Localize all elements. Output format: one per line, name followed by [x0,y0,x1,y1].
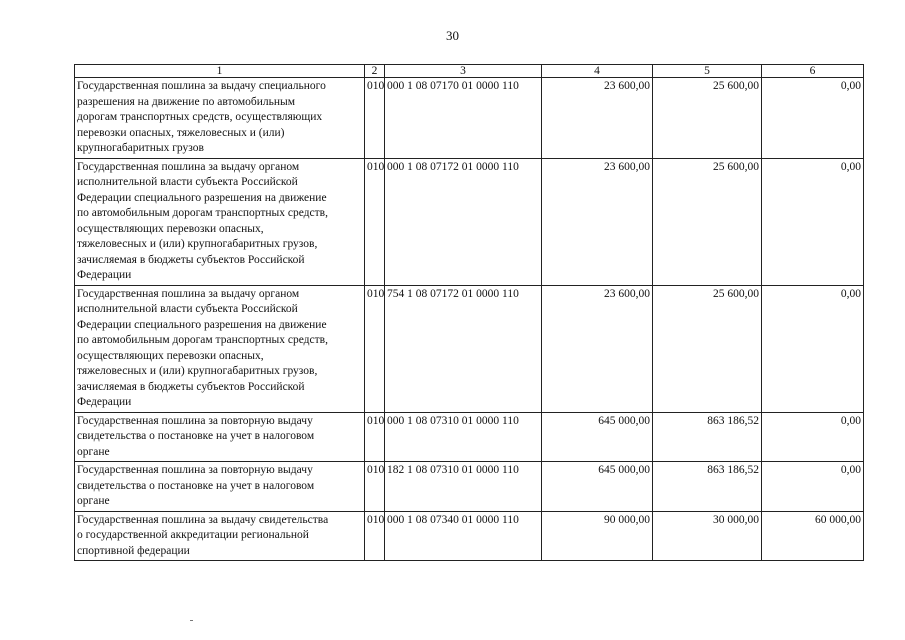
col6-value: 60 000,00 [762,511,864,561]
name-line: Государственная пошлина за выдачу органом [77,287,300,300]
name-line: крупногабаритных грузов [77,142,204,154]
name-line: Государственная пошлина за повторную выдачу [77,464,313,476]
col6-value: 0,00 [762,412,864,462]
admin-code-cell: 010 [365,285,385,412]
col5-value: 863 186,52 [653,412,762,462]
budget-code-cell: 754 1 08 07172 01 0000 110 [385,285,542,412]
name-line: свидетельства о постановке на учет в налоговом [77,479,315,492]
table-header-row [75,65,864,78]
col5-value: 25 600,00 [653,158,762,285]
budget-code-cell: 000 1 08 07310 01 0000 110 [385,412,542,462]
admin-code-cell: 010 [365,412,385,462]
budget-code-cell: 000 1 08 07170 01 0000 110 [385,78,542,159]
name-line: исполнительной власти субъекта Российской [77,303,298,315]
name-line: зачисляемая в бюджеты субъектов Российской [77,253,305,266]
col4-value: 645 000,00 [542,462,653,512]
admin-code-cell: 010 [365,78,385,159]
col4-value: 23 600,00 [542,285,653,412]
name-line: тяжеловесных и (или) крупногабаритных грузов, [77,238,318,250]
name-line: Государственная пошлина за выдачу свидетельства [77,513,329,526]
name-line: спортивной федерации [77,544,190,557]
name-line: Государственная пошлина за выдачу специального [77,80,326,92]
page-number: 30 [446,28,459,43]
budget-code-cell: 000 1 08 07340 01 0000 110 [385,511,542,561]
col5-value: 863 186,52 [653,462,762,512]
name-line: Государственная пошлина за выдачу органом [77,160,300,173]
name-line: органе [77,495,110,507]
name-line: по автомобильным дорогам транспортных средств, [77,207,328,219]
admin-code-cell: 010 [365,158,385,285]
revenue-name-cell [75,412,365,462]
revenue-name-cell [75,78,365,159]
table-row [75,412,864,462]
budget-table [74,64,864,561]
column-header: 2 [365,65,385,78]
table-row [75,158,864,285]
revenue-name-cell [75,158,365,285]
name-line: исполнительной власти субъекта Российской [77,176,298,188]
name-line: разрешения на движение по автомобильным [77,95,296,108]
name-line: тяжеловесных и (или) крупногабаритных грузов, [77,365,318,377]
name-line: органе [77,445,110,458]
table-row [75,462,864,512]
col5-value: 25 600,00 [653,285,762,412]
col5-value: 25 600,00 [653,78,762,159]
table-row [75,78,864,159]
budget-code-cell: 182 1 08 07310 01 0000 110 [385,462,542,512]
name-line: Федерации [77,269,132,281]
name-line: Федерации [77,396,132,408]
revenue-name-cell [75,511,365,561]
name-line: зачисляемая в бюджеты субъектов Российской [77,380,305,393]
name-line: осуществляющих перевозки опасных, [77,222,264,235]
col4-value: 645 000,00 [542,412,653,462]
budget-code-cell: 000 1 08 07172 01 0000 110 [385,158,542,285]
admin-code-cell: 010 [365,462,385,512]
table-row [75,285,864,412]
name-line: перевозки опасных, тяжеловесных и (или) [77,126,285,139]
col4-value: 23 600,00 [542,78,653,159]
col4-value: 90 000,00 [542,511,653,561]
name-line: осуществляющих перевозки опасных, [77,349,264,362]
name-line: дорогам транспортных средств, осуществляющих [77,111,323,123]
name-line: Государственная пошлина за повторную выдачу [77,414,313,427]
column-header: 4 [542,65,653,78]
column-header: 1 [75,65,365,78]
col6-value: 0,00 [762,158,864,285]
admin-code-cell: 010 [365,511,385,561]
name-line: по автомобильным дорогам транспортных средств, [77,334,328,346]
revenue-name-cell [75,462,365,512]
col6-value: 0,00 [762,462,864,512]
name-line: свидетельства о постановке на учет в налоговом [77,430,315,442]
column-header: 5 [653,65,762,78]
name-line: Федерации специального разрешения на движение [77,318,327,331]
column-header: 6 [762,65,864,78]
col6-value: 0,00 [762,78,864,159]
revenue-name-cell [75,285,365,412]
col5-value: 30 000,00 [653,511,762,561]
col4-value: 23 600,00 [542,158,653,285]
name-line: Федерации специального разрешения на движение [77,191,327,204]
col6-value: 0,00 [762,285,864,412]
scan-speck [190,620,193,621]
table-row [75,511,864,561]
column-header: 3 [385,65,542,78]
name-line: о государственной аккредитации региональной [77,529,309,541]
